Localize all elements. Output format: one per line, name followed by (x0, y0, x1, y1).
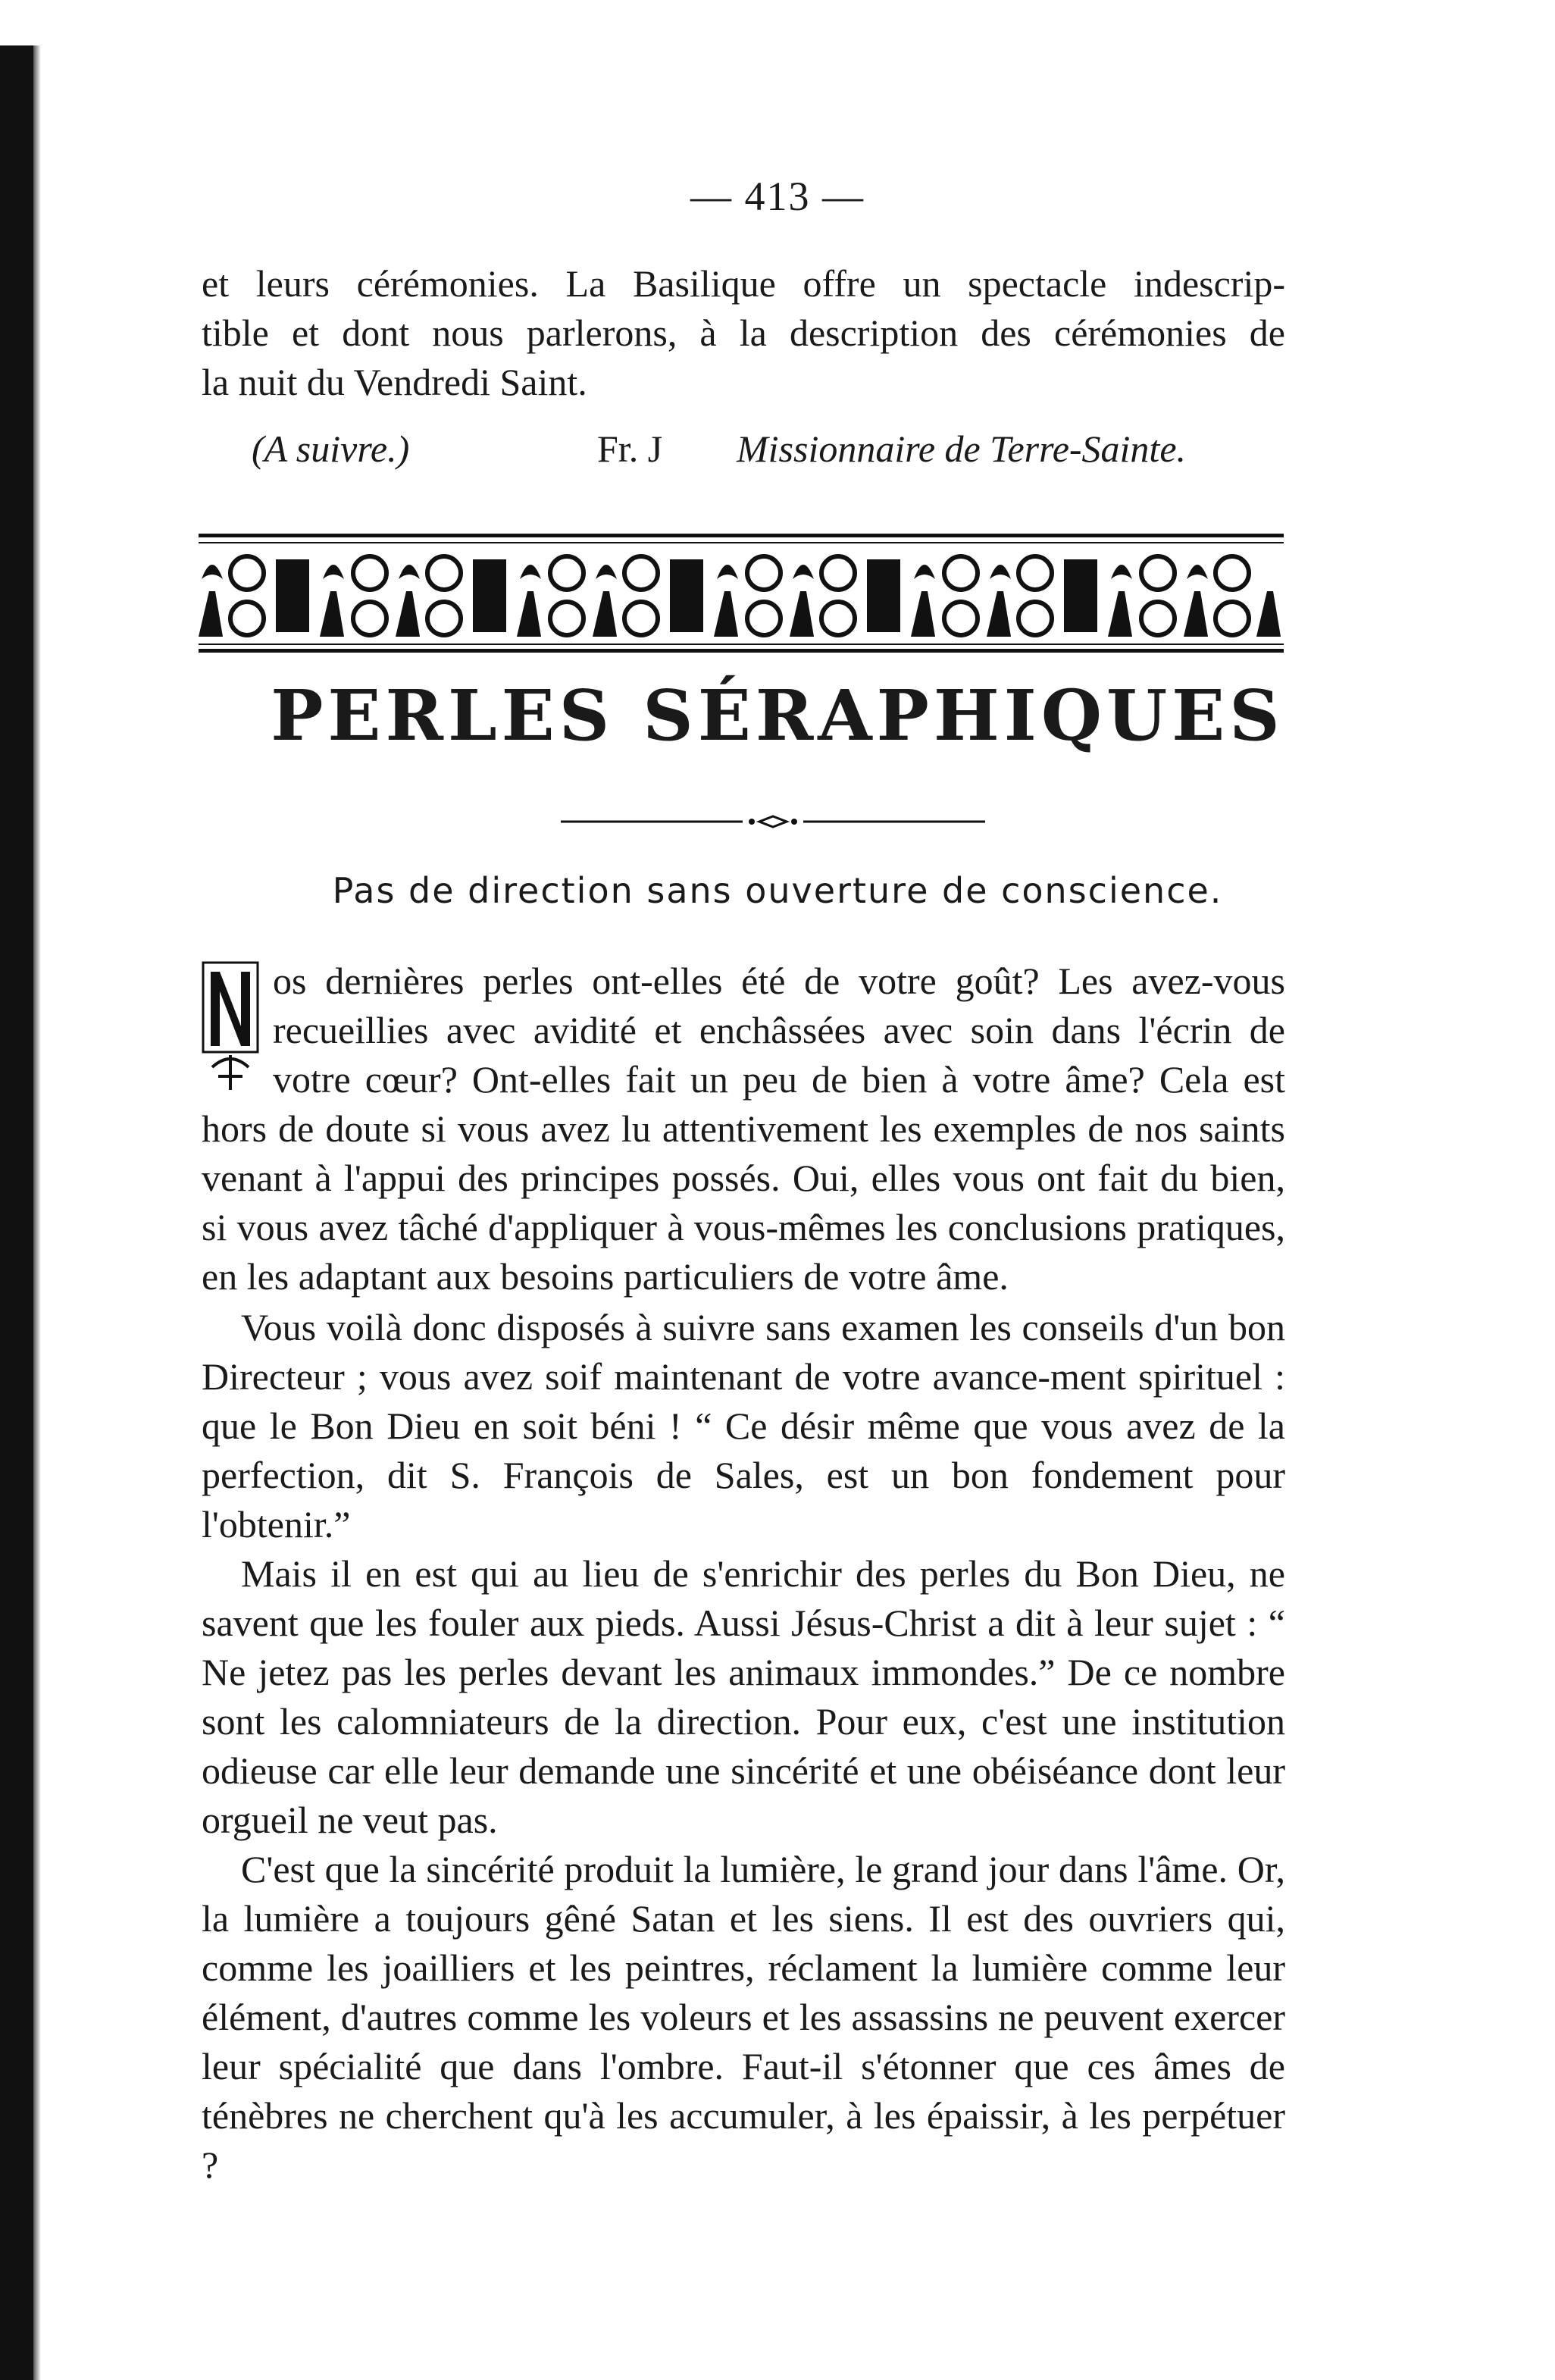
paragraph (202, 957, 1285, 1301)
body-text (202, 957, 1285, 2190)
intro-line-1: et leurs cérémonies. La Basilique offre un spectacle indescrip- (202, 262, 1285, 305)
title-separator-rule (561, 814, 985, 829)
first-paragraph-text: os dernières perles ont-elles été de votre goût? Les avez-vous recueillies avec avidité et enchâssées avec soin dans l'écrin de votre cœur? Ont-elles fait un peu de bien à votre âme? Cela est hors de doute si vous avez lu attentivement les exemples de nos saints venant à l'appui des principes possés. Oui, elles vous ont fait du bien, si vous avez tâché d'appliquer à vous-mêmes les conclusions pratiques, en les adaptant aux besoins particuliers de votre âme. (202, 960, 1285, 1298)
paragraph: C'est que la sincérité produit la lumière, le grand jour dans l'âme. Or, la lumière a toujours gêné Satan et les siens. Il est des ouvriers qui, comme les joailliers et les peintres, réclament la lumière comme leur élément, d'autres comme les voleurs et les assassins ne peuvent exercer leur spécialité que dans l'ombre. Faut-il s'étonner que ces âmes de ténèbres ne cherchent qu'à les accumuler, à les épaissir, à les perpétuer ? (202, 1848, 1285, 2186)
scan-edge (0, 45, 33, 2380)
author-name: Fr. J (597, 427, 663, 470)
page-number: — 413 — (690, 174, 865, 219)
dropcap-n (202, 961, 259, 1091)
author-role: Missionnaire de Terre-Sainte. (737, 427, 1187, 470)
paragraph: Mais il en est qui au lieu de s'enrichir des perles du Bon Dieu, ne savent que les fouler aux pieds. Aussi Jésus-Christ a dit à leur sujet : “ Ne jetez pas les perles devant les animaux immondes.” De ce nombre sont les calomniateurs de la direction. Pour eux, c'est une institution odieuse car elle leur demande une sincérité et une obéiséance dont leur orgueil ne veut pas. (202, 1552, 1285, 1841)
intro-line-2: tible et dont nous parlerons, à la description des cérémonies de (202, 312, 1285, 354)
section-title: PERLES SÉRAPHIQUES (271, 675, 1284, 756)
decorative-border-ornament (199, 534, 1284, 653)
paragraph: Vous voilà donc disposés à suivre sans examen les conseils d'un bon Directeur ; vous avez soif maintenant de votre avance-ment spirituel : que le Bon Dieu en soit béni ! “ Ce désir même que vous avez de la perfection, dit S. François de Sales, est un bon fondement pour l'obtenir.” (202, 1306, 1285, 1545)
section-subtitle: Pas de direction sans ouverture de conscience. (332, 870, 1223, 911)
to-follow-note: (A suivre.) (252, 427, 410, 470)
intro-text (202, 259, 1285, 407)
intro-line-3: la nuit du Vendredi Saint. (202, 361, 587, 403)
